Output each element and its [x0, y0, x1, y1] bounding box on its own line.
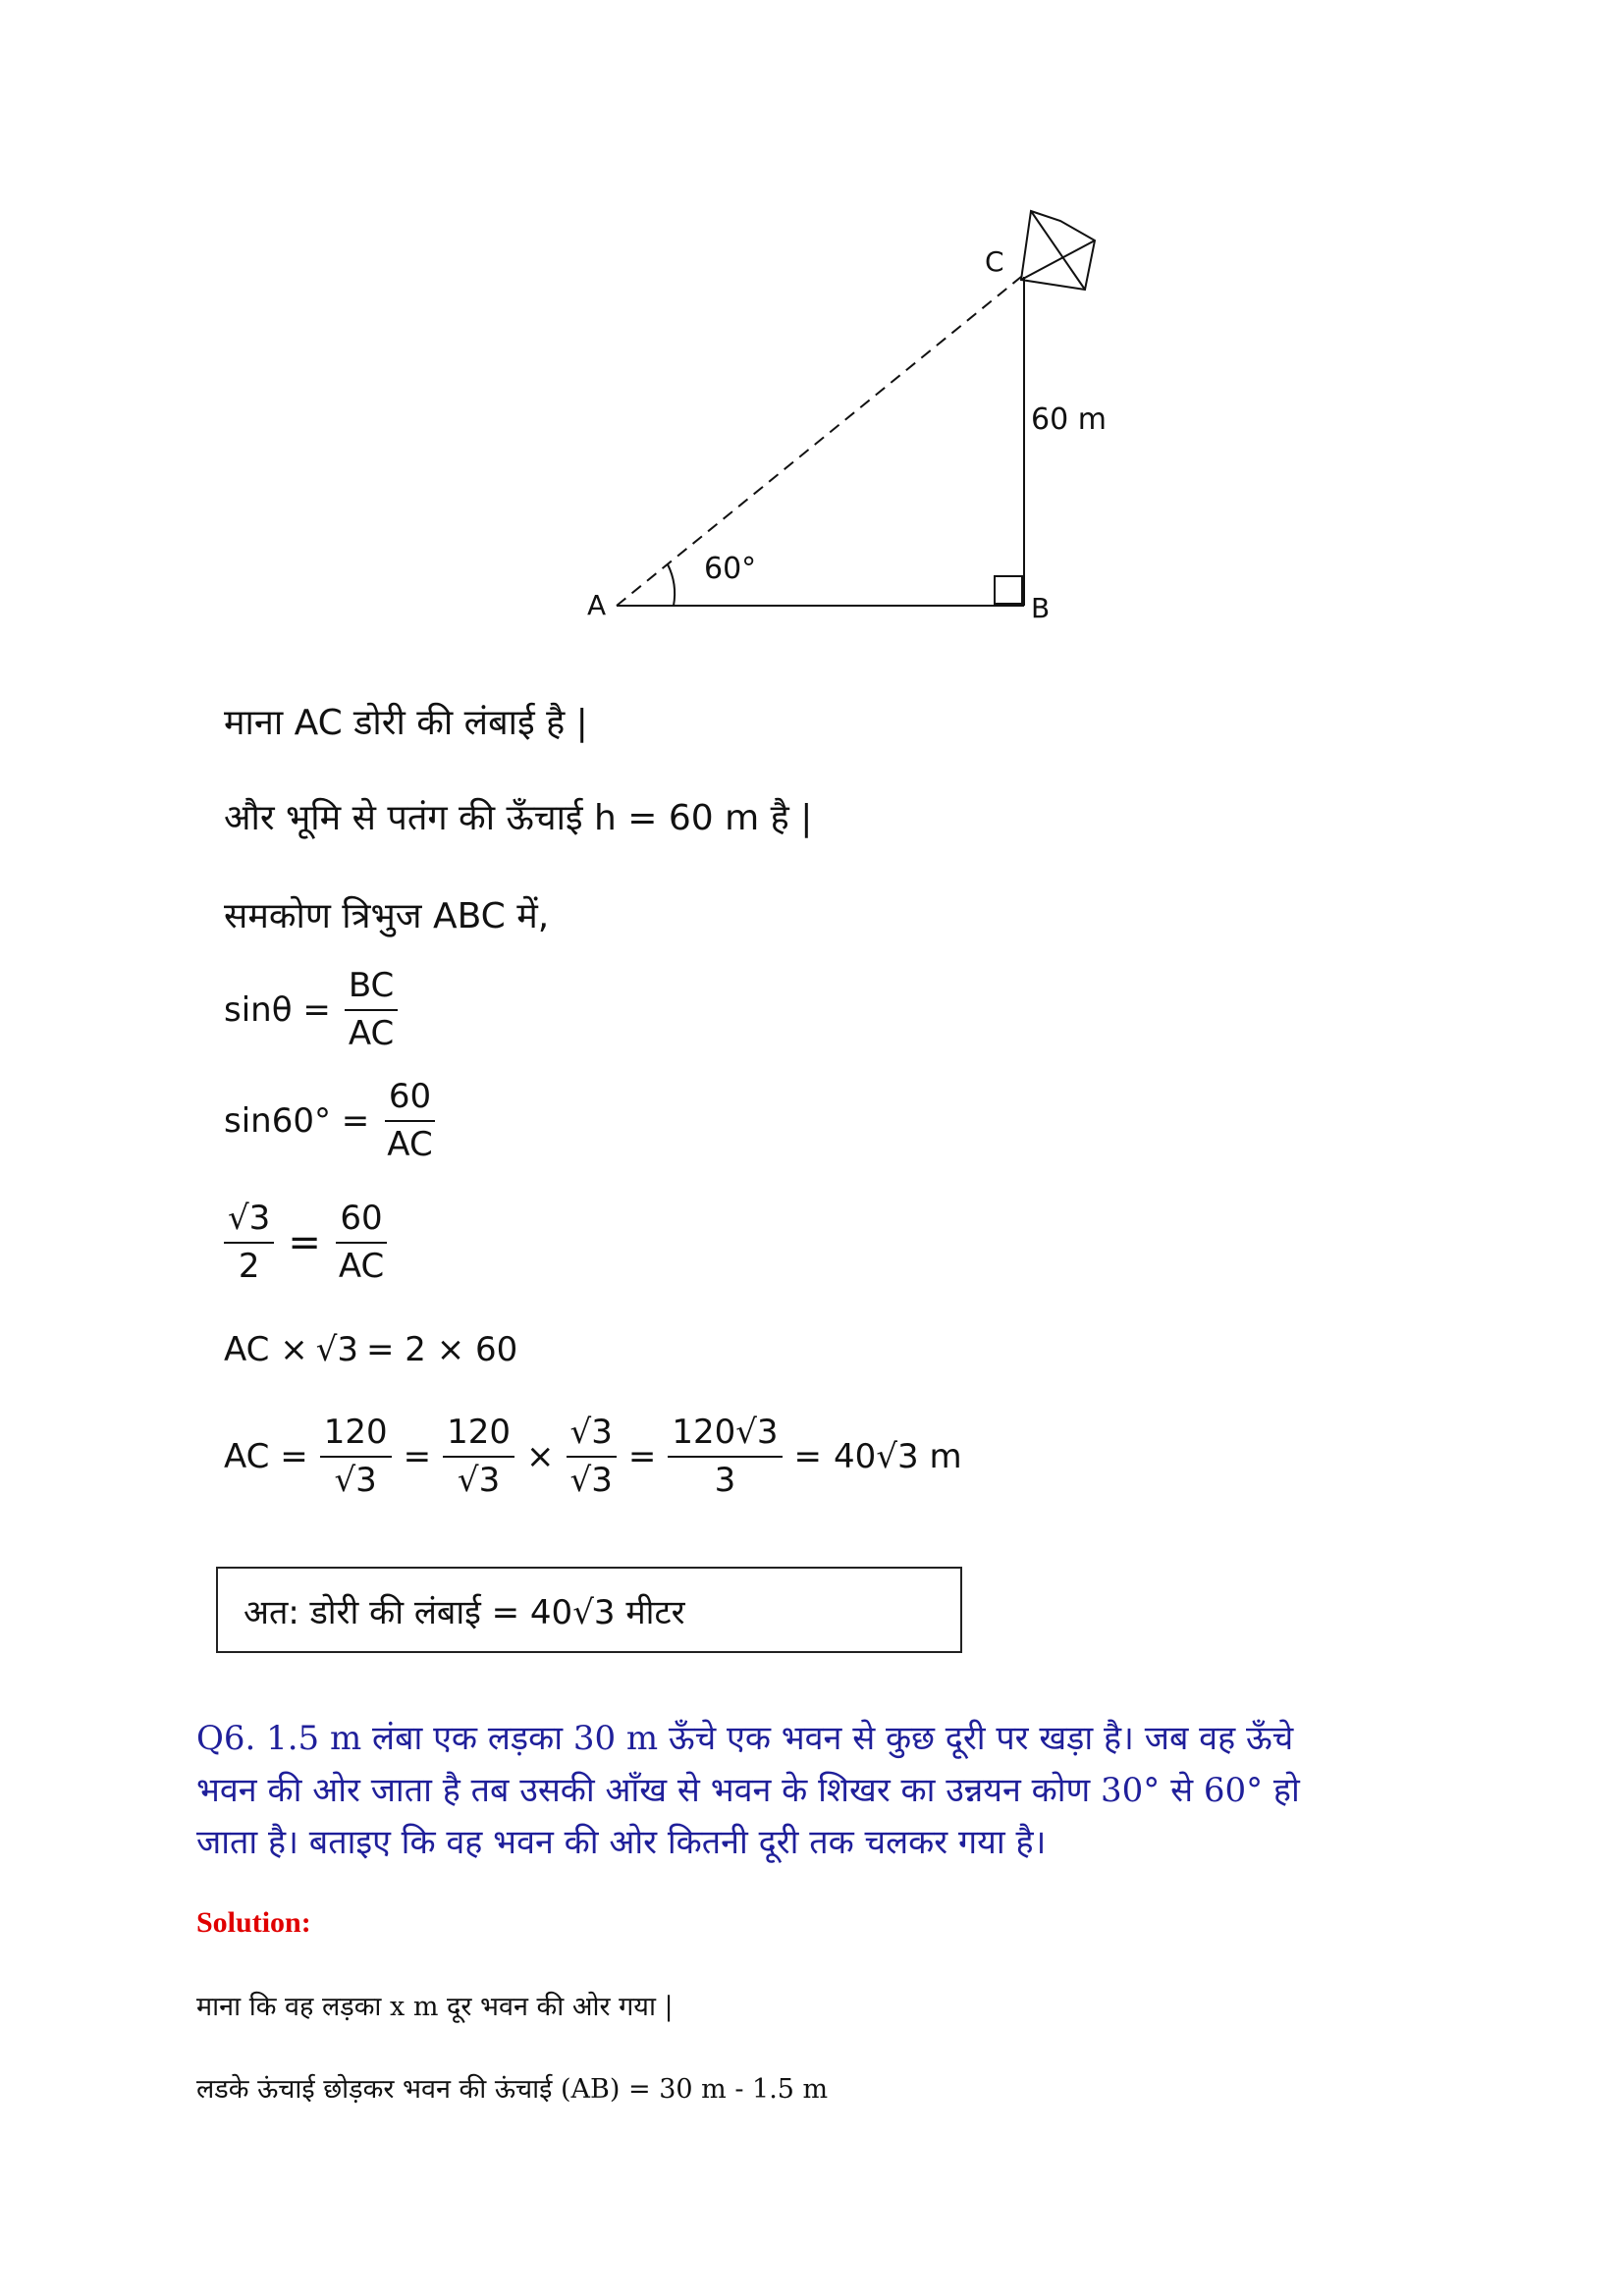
- angle-label: 60°: [704, 552, 757, 586]
- numerator: 120√3: [668, 1414, 782, 1458]
- radicand: 3: [337, 1330, 359, 1369]
- solution6-line-2: लडके ऊंचाई छोड़कर भवन की ऊंचाई (AB) = 30 m - 1.5 m: [196, 2074, 829, 2105]
- equals-sign: =: [288, 1220, 321, 1266]
- kite-triangle-diagram: [0, 0, 1623, 687]
- denominator: AC: [387, 1125, 433, 1165]
- numerator: BC: [345, 967, 398, 1011]
- result: 40√3 m: [834, 1437, 962, 1477]
- numerator: 60: [385, 1078, 435, 1122]
- eq-lhs: sinθ =: [224, 990, 331, 1031]
- denominator: 2: [238, 1247, 260, 1287]
- denominator: √3: [569, 1461, 613, 1501]
- eq-post: = 2 × 60: [366, 1330, 518, 1369]
- radicand: 3: [593, 1593, 616, 1632]
- numerator: √3: [224, 1200, 274, 1244]
- kite-icon: [1021, 211, 1095, 290]
- equals-sign: =: [627, 1437, 657, 1477]
- question-line-1: Q6. 1.5 m लंबा एक लड़का 30 m ऊँचे एक भवन से कुछ दूरी पर खड़ा है। जब वह ऊँचे: [196, 1719, 1294, 1758]
- radicand: 3: [756, 1413, 779, 1452]
- fraction: [668, 1414, 782, 1500]
- equation-sin-theta: [224, 967, 398, 1053]
- unit: m: [929, 1437, 962, 1477]
- height-label: 60 m: [1031, 402, 1107, 437]
- right-angle-mark: [995, 576, 1022, 604]
- eq-lhs: sin60° =: [224, 1101, 370, 1142]
- answer-pre: अत: डोरी की लंबाई = 40: [243, 1593, 573, 1632]
- radicand: 3: [478, 1461, 501, 1501]
- coefficient: 120: [672, 1413, 736, 1452]
- radicand: 3: [591, 1413, 613, 1452]
- denominator: AC: [348, 1014, 395, 1054]
- label-a: A: [587, 589, 607, 621]
- solution6-line-1: माना कि वह लड़का x m दूर भवन की ओर गया |: [196, 1992, 674, 2022]
- question-line-2: भवन की ओर जाता है तब उसकी आँख से भवन के शिखर का उन्नयन कोण 30° से 60° हो: [196, 1771, 1300, 1810]
- equals-sign: =: [403, 1437, 432, 1477]
- fraction: [443, 1414, 514, 1500]
- equation-root3-over-2: [224, 1200, 388, 1286]
- radicand: 3: [896, 1437, 919, 1477]
- eq-pre: AC =: [224, 1437, 308, 1477]
- answer-unit: मीटर: [625, 1593, 685, 1632]
- radicand: 3: [355, 1461, 377, 1501]
- solution-line-3: समकोण त्रिभुज ABC में,: [224, 896, 550, 936]
- equals-sign: =: [793, 1437, 823, 1477]
- denominator: √3: [457, 1461, 501, 1501]
- radicand: 3: [248, 1199, 271, 1238]
- coefficient: 40: [834, 1437, 877, 1477]
- angle-arc: [668, 564, 675, 606]
- times-sign: ×: [526, 1437, 555, 1477]
- answer-text: अत: डोरी की लंबाई = 40√3 मीटर: [243, 1593, 685, 1632]
- radicand: 3: [591, 1461, 613, 1501]
- eq-pre: AC ×: [224, 1330, 308, 1369]
- label-c: C: [985, 245, 1004, 278]
- solution-heading: Solution:: [196, 1906, 311, 1939]
- solution-line-2: और भूमि से पतंग की ऊँचाई h = 60 m है |: [224, 798, 813, 838]
- equation-ac-value: [224, 1414, 962, 1500]
- equation-sin60: [224, 1078, 437, 1164]
- fraction: [383, 1078, 436, 1164]
- numerator: 60: [336, 1200, 386, 1244]
- numerator: 120: [320, 1414, 392, 1458]
- fraction: [567, 1414, 617, 1500]
- string-ac: [617, 277, 1021, 606]
- numerator: √3: [567, 1414, 617, 1458]
- question-line-3: जाता है। बताइए कि वह भवन की ओर कितनी दूरी तक चलकर गया है।: [196, 1823, 1047, 1862]
- label-b: B: [1031, 592, 1051, 624]
- fraction: [335, 1200, 388, 1286]
- question6: [196, 1713, 1300, 1869]
- fraction: [320, 1414, 392, 1500]
- sqrt: √3: [315, 1330, 359, 1369]
- numerator: 120: [443, 1414, 514, 1458]
- denominator: AC: [338, 1247, 385, 1287]
- equation-ac-times-root3: [224, 1330, 517, 1369]
- denominator: √3: [334, 1461, 377, 1501]
- fraction: [345, 967, 398, 1053]
- fraction: [224, 1200, 274, 1286]
- denominator: 3: [714, 1461, 736, 1501]
- solution-line-1: माना AC डोरी की लंबाई है |: [224, 703, 588, 743]
